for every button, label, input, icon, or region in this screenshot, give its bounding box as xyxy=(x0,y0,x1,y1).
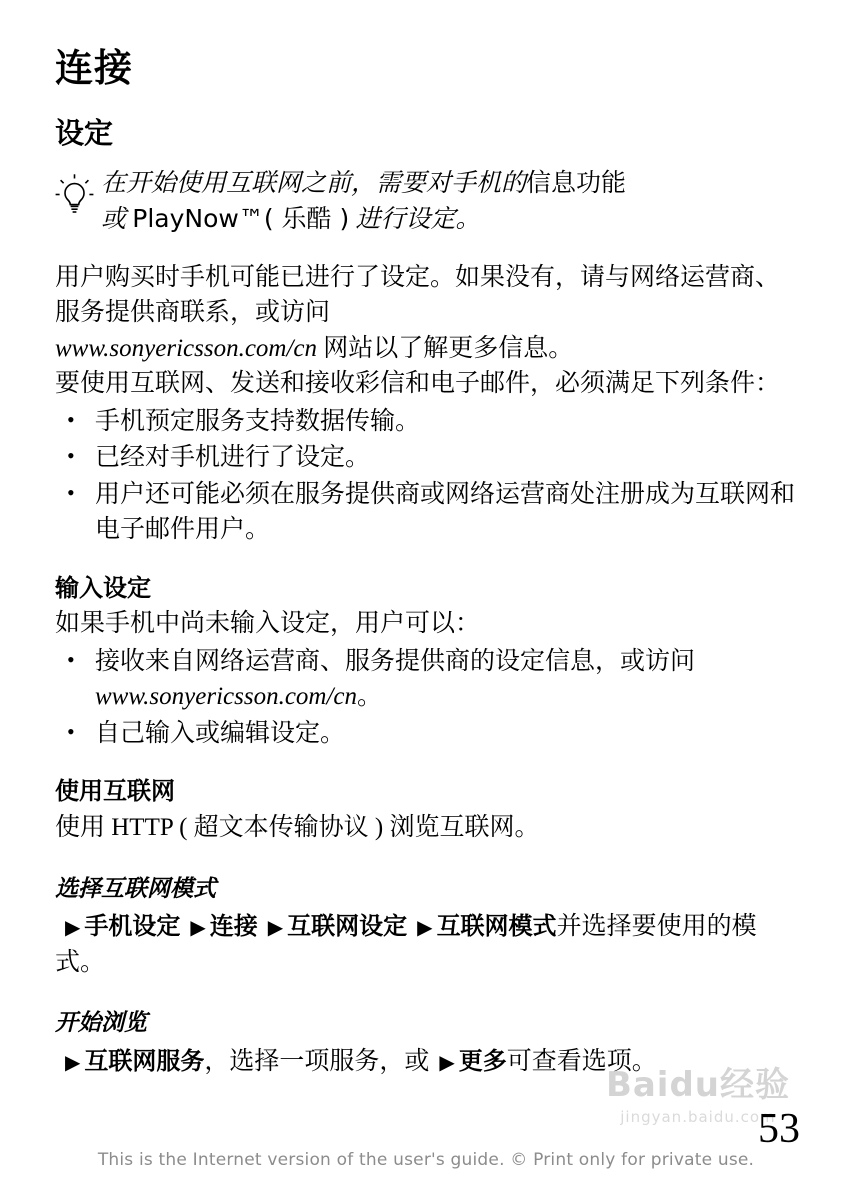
subsub-heading-select-mode: 选择互联网模式 xyxy=(55,875,216,902)
settings-paragraph-2: 要使用互联网、发送和接收彩信和电子邮件，必须满足下列条件： xyxy=(55,370,781,398)
tip-block xyxy=(55,165,797,238)
list-item-tail: 。 xyxy=(357,683,383,711)
page-content xyxy=(55,48,797,1079)
page-number: 53 xyxy=(758,1106,800,1152)
tip-text-middle: 或 xyxy=(101,206,127,234)
list-item-text: 接收来自网络运营商、服务提供商的设定信息，或访问 xyxy=(95,647,696,675)
list-item: • 已经对手机进行了设定。 xyxy=(55,440,797,476)
tip-text xyxy=(101,165,626,238)
watermark-sub-text: jingyan.baidu.com xyxy=(620,1108,776,1126)
tip-keyword-playnow: PlayNow™( 乐酷 ) xyxy=(132,204,350,234)
list-item-url: www.sonyericsson.com/cn xyxy=(95,683,358,711)
internet-paragraph: 使用 HTTP ( 超文本传输协议 ) 浏览互联网。 xyxy=(55,814,540,842)
chapter-title: 连接 xyxy=(55,46,134,90)
step-phone-settings: 手机设定 xyxy=(84,912,181,941)
settings-paragraph-1-url: www.sonyericsson.com/cn xyxy=(55,334,318,362)
arrow-icon: ▶ xyxy=(65,915,81,940)
enter-settings-paragraph: 如果手机中尚未输入设定，用户可以： xyxy=(55,610,481,638)
step-more: 更多 xyxy=(458,1046,507,1075)
tip-text-after: 进行设定。 xyxy=(355,206,481,234)
list-item-text: 自己输入或编辑设定。 xyxy=(95,719,346,747)
watermark-main-text: Baidu经验 xyxy=(605,1065,790,1105)
step-internet-services: 互联网服务 xyxy=(84,1046,205,1075)
start-browsing-middle: ，选择一项服务，或 xyxy=(204,1047,430,1075)
arrow-icon: ▶ xyxy=(65,1049,81,1074)
settings-paragraph-1 xyxy=(55,260,797,367)
tip-keyword-messaging: 信息功能 xyxy=(526,167,627,197)
start-browsing-tail: 可查看选项。 xyxy=(506,1047,657,1075)
start-browsing-steps xyxy=(55,1044,797,1080)
settings-conditions-list xyxy=(55,404,797,548)
select-mode-tail: 并选择要使用的模式。 xyxy=(55,913,757,976)
select-mode-steps xyxy=(55,909,797,980)
list-item xyxy=(55,716,797,752)
step-internet-profile: 互联网模式 xyxy=(436,912,557,941)
list-item xyxy=(55,644,797,715)
section-heading-settings: 设定 xyxy=(55,115,114,150)
arrow-icon: ▶ xyxy=(417,915,433,940)
subsection-heading-enter-settings: 输入设定 xyxy=(55,573,151,602)
list-item: • 手机预定服务支持数据传输。 xyxy=(55,404,797,440)
arrow-icon: ▶ xyxy=(190,915,206,940)
settings-paragraph-1-tail: 网站以了解更多信息。 xyxy=(323,334,574,362)
subsection-heading-internet: 使用互联网 xyxy=(55,777,175,806)
arrow-icon: ▶ xyxy=(439,1049,455,1074)
list-item: • 用户还可能必须在服务提供商或网络运营商处注册成为互联网和电子邮件用户。 xyxy=(55,477,797,548)
lightbulb-icon xyxy=(55,165,101,222)
arrow-icon: ▶ xyxy=(267,915,284,940)
step-internet-settings: 互联网设定 xyxy=(287,912,408,941)
settings-paragraph-1-text: 用户购买时手机可能已进行了设定。如果没有，请与网络运营商、服务提供商联系，或访问 xyxy=(55,263,781,327)
step-connectivity: 连接 xyxy=(209,912,258,941)
footer-note: This is the Internet version of the user's guide. © Print only for private use. xyxy=(97,1150,755,1170)
enter-settings-list xyxy=(55,644,797,752)
subsub-heading-start-browsing: 开始浏览 xyxy=(55,1010,147,1037)
tip-text-before: 在开始使用互联网之前，需要对手机的 xyxy=(101,169,527,197)
